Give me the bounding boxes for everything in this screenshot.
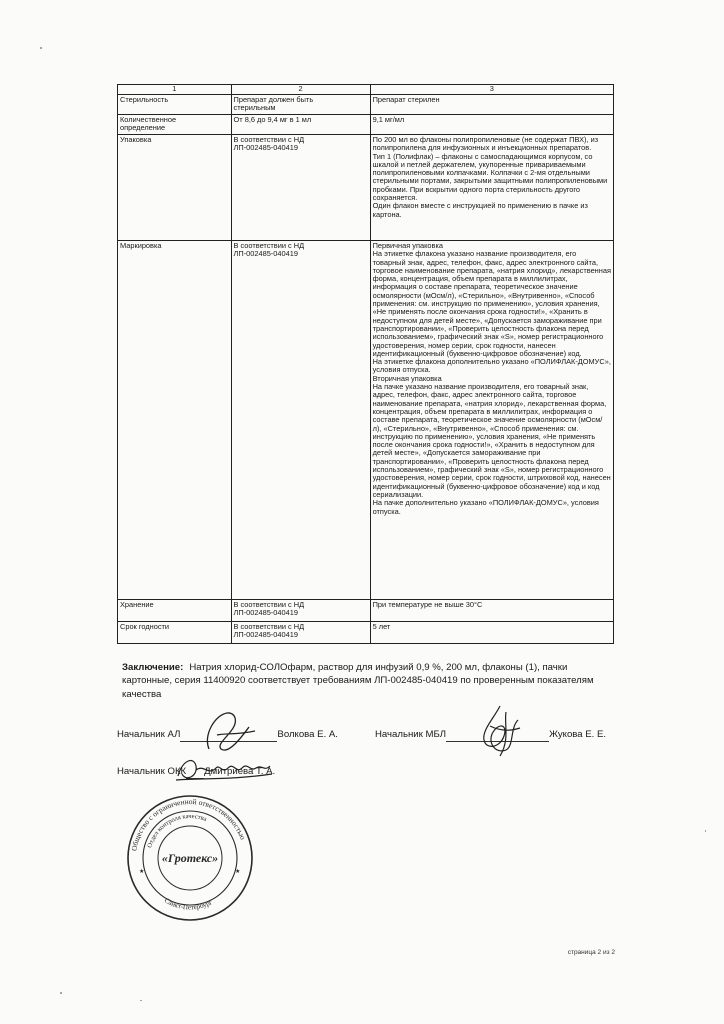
stamp-star-left: ★ <box>139 869 145 875</box>
specification-table <box>117 84 614 644</box>
parameter-cell: Маркировка <box>118 241 232 600</box>
result-cell: При температуре не выше 30°С <box>370 600 613 622</box>
requirement-cell: В соответствии с НД ЛП-002485-040419 <box>231 622 370 644</box>
requirement-cell: В соответствии с НД ЛП-002485-040419 <box>231 600 370 622</box>
scan-speck <box>60 992 62 994</box>
stamp-bottom-text: Санкт-Петербург <box>162 896 214 912</box>
requirement-cell: В соответствии с НД ЛП-002485-040419 <box>231 135 370 241</box>
conclusion-label: Заключение: <box>122 662 184 673</box>
parameter-cell: Срок годности <box>118 622 232 644</box>
parameter-cell: Количественное определение <box>118 115 232 135</box>
table-row <box>118 622 614 644</box>
column-header: 1 <box>118 85 232 95</box>
signer-name: Дмитриева Т. А. <box>204 766 276 777</box>
scan-speck <box>40 47 42 49</box>
conclusion-text: Натрия хлорид-СОЛОфарм, раствор для инфузий 0,9 %, 200 мл, флаконы (1), пачки картонные, серия 11400920 соответствует требованиям ЛП-002485-040419 по проверенным показателям качества <box>122 662 594 700</box>
column-header: 3 <box>370 85 613 95</box>
parameter-cell: Стерильность <box>118 95 232 115</box>
table-row <box>118 241 614 600</box>
column-header: 2 <box>231 85 370 95</box>
scan-speck <box>705 830 706 832</box>
table-row <box>118 115 614 135</box>
svg-text:Общество с ограниченной ответс <box>129 797 247 852</box>
signature-dmitrieva <box>172 750 282 790</box>
signer-name: Волкова Е. А. <box>277 729 338 740</box>
conclusion <box>122 661 617 701</box>
signer-title: Начальник ОКК <box>117 766 187 777</box>
signer-title: Начальник АЛ <box>117 729 181 740</box>
result-cell: Первичная упаковка На этикетке флакона указано название производителя, его товарный знак, адрес, телефон, факс, адрес электронного сайта, торговое наименование препарата, «натрия хлорид», лекарственная форма, концентрация, объем препарата в миллилитрах, информация о составе препарата, теоретическое значение осмолярности (мОсм/л), «Стерильно», «Внутривенно», «Способ применения: см. инструкцию по применению», условия хранения, «Не применять после окончания срока годности!», «Хранить в недоступном для детей месте», «Допускается замораживание при транспортировании», «Проверить целостность флакона перед использованием», графический знак «S», номер регистрационного удостоверения, номер серии, срок годности, нанесен идентификационный (буквенно-цифровое обозначение) код. На этикетке флакона дополнительно указано «ПОЛИФЛАК-ДОМУС», условия отпуска. Вторичная упаковка На пачке указано название производителя, его товарный знак, адрес, телефон, факс, адрес электронного сайта, торговое наименование препарата, «натрия хлорид», лекарственная форма, концентрация, объем препарата в миллилитрах, информация о составе препарата, теоретическое значение осмолярности (мОсм/л), «Стерильно», «Внутривенно», «Способ применения: см. инструкцию по применению», условия хранения, «Не применять после окончания срока годности!», «Хранить в недоступном для детей месте», «Допускается замораживание при транспортировании», «Проверить целостность флакона перед использованием», графический знак «S», номер регистрационного удостоверения, номер серии, срок годности, штриховой код, нанесен идентификационный (буквенно-цифровое обозначение) код и код сериализации. На пачке дополнительно указано «ПОЛИФЛАК-ДОМУС», условия отпуска. <box>370 241 613 600</box>
requirement-cell: Препарат должен быть стерильным <box>231 95 370 115</box>
signer-title: Начальник МБЛ <box>375 729 447 740</box>
parameter-cell: Хранение <box>118 600 232 622</box>
requirement-cell: В соответствии с НД ЛП-002485-040419 <box>231 241 370 600</box>
signature-volkova <box>195 705 265 755</box>
stamp-star-right: ★ <box>235 869 241 875</box>
result-cell: 9,1 мг/мл <box>370 115 613 135</box>
requirement-cell: От 8,6 до 9,4 мг в 1 мл <box>231 115 370 135</box>
page-number: страница 2 из 2 <box>567 949 615 956</box>
signature-zhukova <box>470 700 530 760</box>
parameter-cell: Упаковка <box>118 135 232 241</box>
result-cell: 5 лет <box>370 622 613 644</box>
table-row <box>118 135 614 241</box>
svg-text:Санкт-Петербург <box>163 896 214 911</box>
stamp-inner-text: Отдел контроля качества <box>146 812 208 849</box>
stamp-outer-text: Общество с ограниченной ответственностью <box>129 796 248 852</box>
scan-speck <box>140 1000 142 1001</box>
signer-name: Жукова Е. Е. <box>549 729 607 740</box>
company-stamp <box>125 793 255 923</box>
table-row <box>118 95 614 115</box>
result-cell: По 200 мл во флаконы полипропиленовые (не содержат ПВХ), из полипропилена для инфузионных и инъекционных препаратов. Тип 1 (Полифлак) – флаконы с самоспадающимся корпусом, со шкалой и петлей держателем, укупоренные привариваемыми полипропиленовыми колпачками. Колпачки с 2-мя отдельными стерильными портами, закрытыми защитными полипропиленовыми пробками. При вскрытии одного порта стерильность другого сохраняется. Один флакон вместе с инструкцией по применению в пачке из картона. <box>370 135 613 241</box>
table-header-row <box>118 85 614 95</box>
result-cell: Препарат стерилен <box>370 95 613 115</box>
stamp-center-text: «Гротекс» <box>161 851 219 865</box>
table-row <box>118 600 614 622</box>
